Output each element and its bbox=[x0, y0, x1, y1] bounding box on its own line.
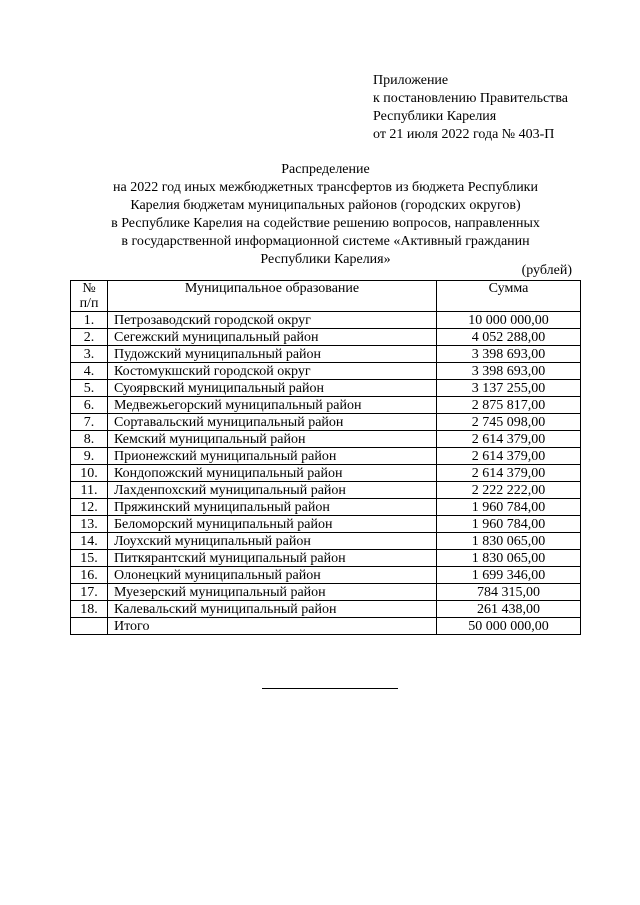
header-num: № п/п bbox=[71, 281, 108, 312]
header-sum: Сумма bbox=[437, 281, 581, 312]
document-title bbox=[70, 161, 581, 269]
row-num: 9. bbox=[71, 448, 108, 465]
row-num: 15. bbox=[71, 550, 108, 567]
row-name: Сегежский муниципальный район bbox=[108, 329, 437, 346]
row-name: Сортавальский муниципальный район bbox=[108, 414, 437, 431]
table-row bbox=[71, 533, 581, 550]
row-sum: 1 960 784,00 bbox=[437, 516, 581, 533]
row-sum: 2 745 098,00 bbox=[437, 414, 581, 431]
row-name: Медвежьегорский муниципальный район bbox=[108, 397, 437, 414]
row-name: Суоярвский муниципальный район bbox=[108, 380, 437, 397]
table-row bbox=[71, 465, 581, 482]
row-sum: 784 315,00 bbox=[437, 584, 581, 601]
row-name: Олонецкий муниципальный район bbox=[108, 567, 437, 584]
row-name: Петрозаводский городской округ bbox=[108, 312, 437, 329]
table-row bbox=[71, 380, 581, 397]
row-sum: 3 398 693,00 bbox=[437, 363, 581, 380]
row-num: 2. bbox=[71, 329, 108, 346]
row-sum: 2 222 222,00 bbox=[437, 482, 581, 499]
row-sum: 2 614 379,00 bbox=[437, 465, 581, 482]
row-num: 18. bbox=[71, 601, 108, 618]
row-num: 1. bbox=[71, 312, 108, 329]
row-sum: 3 137 255,00 bbox=[437, 380, 581, 397]
title-line: в государственной информационной системе «Активный гражданин bbox=[121, 234, 530, 249]
row-num: 10. bbox=[71, 465, 108, 482]
row-name: Калевальский муниципальный район bbox=[108, 601, 437, 618]
table-row bbox=[71, 550, 581, 567]
row-num: 14. bbox=[71, 533, 108, 550]
row-name: Кемский муниципальный район bbox=[108, 431, 437, 448]
row-name: Пряжинский муниципальный район bbox=[108, 499, 437, 516]
row-name: Лоухский муниципальный район bbox=[108, 533, 437, 550]
row-num: 17. bbox=[71, 584, 108, 601]
unit-label: (рублей) bbox=[521, 263, 572, 278]
table-row bbox=[71, 329, 581, 346]
row-name: Кондопожский муниципальный район bbox=[108, 465, 437, 482]
row-name: Питкярантский муниципальный район bbox=[108, 550, 437, 567]
row-sum: 1 699 346,00 bbox=[437, 567, 581, 584]
row-num: 7. bbox=[71, 414, 108, 431]
row-name: Пудожский муниципальный район bbox=[108, 346, 437, 363]
row-num: 8. bbox=[71, 431, 108, 448]
table-row bbox=[71, 448, 581, 465]
row-num: 4. bbox=[71, 363, 108, 380]
appendix-line: Республики Карелия bbox=[373, 109, 497, 124]
table-row bbox=[71, 397, 581, 414]
title-line: Распределение bbox=[281, 162, 370, 177]
table-row bbox=[71, 312, 581, 329]
table-row bbox=[71, 516, 581, 533]
table-row bbox=[71, 346, 581, 363]
row-sum: 1 960 784,00 bbox=[437, 499, 581, 516]
table-header-row bbox=[71, 281, 581, 312]
table-body bbox=[71, 312, 581, 635]
row-num: 3. bbox=[71, 346, 108, 363]
appendix-line: от 21 июля 2022 года № 403-П bbox=[373, 127, 555, 142]
appendix-block bbox=[373, 72, 568, 144]
row-sum: 10 000 000,00 bbox=[437, 312, 581, 329]
total-sum: 50 000 000,00 bbox=[437, 618, 581, 635]
row-sum: 2 614 379,00 bbox=[437, 431, 581, 448]
table-row bbox=[71, 601, 581, 618]
appendix-line: Приложение bbox=[373, 73, 449, 88]
row-name: Беломорский муниципальный район bbox=[108, 516, 437, 533]
row-sum: 2 614 379,00 bbox=[437, 448, 581, 465]
row-num: 16. bbox=[71, 567, 108, 584]
appendix-line: к постановлению Правительства bbox=[373, 91, 569, 106]
row-num: 5. bbox=[71, 380, 108, 397]
row-num: 12. bbox=[71, 499, 108, 516]
total-row bbox=[71, 618, 581, 635]
table-row bbox=[71, 482, 581, 499]
row-sum: 3 398 693,00 bbox=[437, 346, 581, 363]
table-row bbox=[71, 584, 581, 601]
title-line: Республики Карелия» bbox=[260, 252, 391, 267]
row-sum: 4 052 288,00 bbox=[437, 329, 581, 346]
row-num: 13. bbox=[71, 516, 108, 533]
row-sum: 261 438,00 bbox=[437, 601, 581, 618]
row-name: Муезерский муниципальный район bbox=[108, 584, 437, 601]
row-sum: 2 875 817,00 bbox=[437, 397, 581, 414]
row-num: 11. bbox=[71, 482, 108, 499]
table-row bbox=[71, 499, 581, 516]
title-line: на 2022 год иных межбюджетных трансфертов из бюджета Республики bbox=[113, 180, 538, 195]
row-sum: 1 830 065,00 bbox=[437, 550, 581, 567]
table-row bbox=[71, 363, 581, 380]
table-row bbox=[71, 414, 581, 431]
table-row bbox=[71, 567, 581, 584]
row-name: Костомукшский городской округ bbox=[108, 363, 437, 380]
title-line: Карелия бюджетам муниципальных районов (городских округов) bbox=[130, 198, 521, 213]
row-name: Прионежский муниципальный район bbox=[108, 448, 437, 465]
header-name: Муниципальное образование bbox=[108, 281, 437, 312]
distribution-table bbox=[70, 280, 581, 635]
table-row bbox=[71, 431, 581, 448]
row-num: 6. bbox=[71, 397, 108, 414]
total-name: Итого bbox=[108, 618, 437, 635]
row-sum: 1 830 065,00 bbox=[437, 533, 581, 550]
separator-line bbox=[262, 688, 398, 689]
total-num bbox=[71, 618, 108, 635]
row-name: Лахденпохский муниципальный район bbox=[108, 482, 437, 499]
title-line: в Республике Карелия на содействие решению вопросов, направленных bbox=[111, 216, 540, 231]
